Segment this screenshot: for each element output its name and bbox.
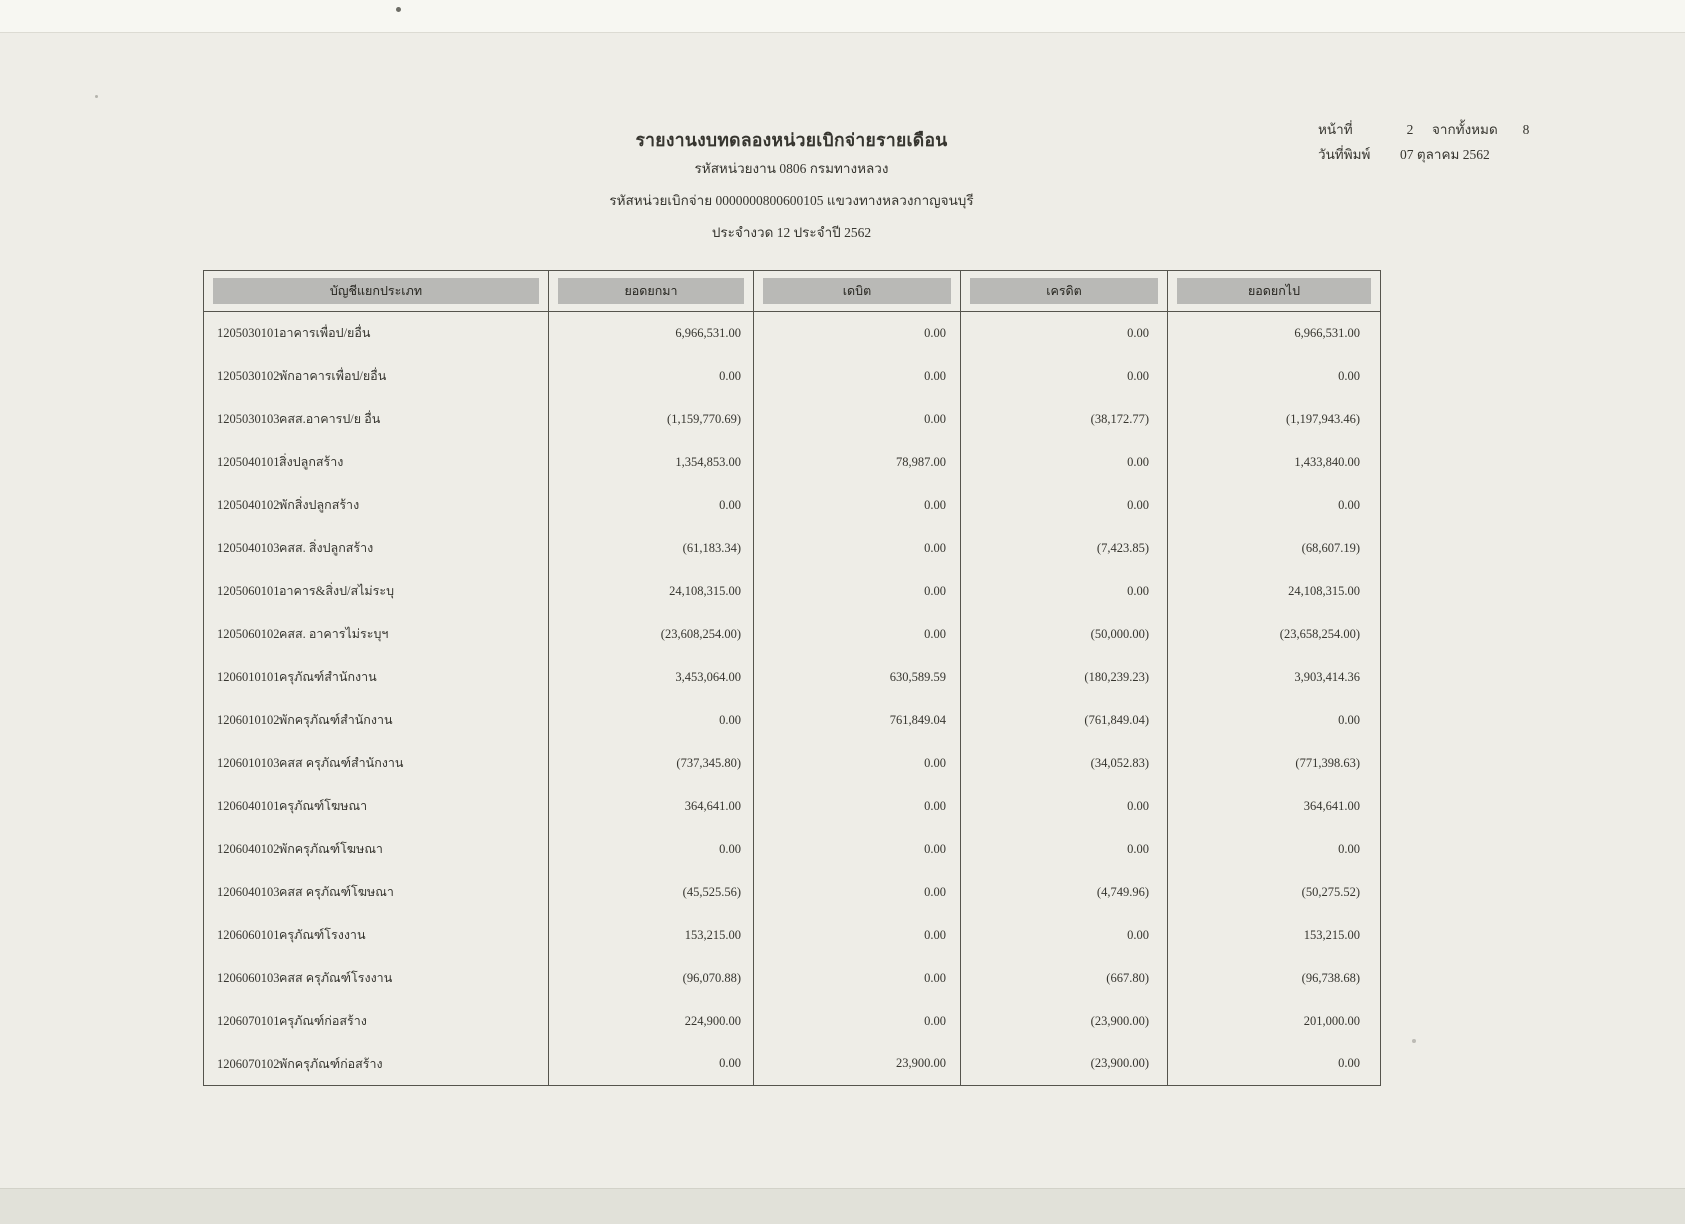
column-header-account-label: บัญชีแยกประเภท [213, 278, 539, 304]
account-cell [204, 398, 549, 441]
debit-cell: 0.00 [754, 312, 961, 355]
print-date-row [1318, 145, 1608, 165]
account-name: พักครุภัณฑ์โฆษณา [279, 842, 383, 856]
opening-balance-cell: 0.00 [549, 699, 754, 742]
closing-balance-cell: 0.00 [1168, 828, 1381, 871]
closing-balance-cell: (1,197,943.46) [1168, 398, 1381, 441]
account-name: ครุภัณฑ์ก่อสร้าง [279, 1014, 367, 1028]
account-cell [204, 1000, 549, 1043]
account-code: 1205040103 [217, 541, 280, 555]
opening-balance-cell: 153,215.00 [549, 914, 754, 957]
credit-cell: (50,000.00) [961, 613, 1168, 656]
account-name: ครุภัณฑ์โฆษณา [279, 799, 368, 813]
credit-cell: 0.00 [961, 355, 1168, 398]
table-header-row [204, 271, 1381, 312]
page-number: 2 [1406, 122, 1414, 137]
debit-cell: 0.00 [754, 828, 961, 871]
debit-cell: 0.00 [754, 613, 961, 656]
opening-balance-cell: (61,183.34) [549, 527, 754, 570]
debit-cell: 0.00 [754, 527, 961, 570]
account-name: พักสิ่งปลูกสร้าง [279, 498, 360, 512]
closing-balance-cell: (50,275.52) [1168, 871, 1381, 914]
credit-cell: (38,172.77) [961, 398, 1168, 441]
table-header [204, 271, 1381, 312]
table-row [204, 1000, 1381, 1043]
column-header-credit [961, 271, 1168, 312]
account-name: ครุภัณฑ์สำนักงาน [279, 670, 377, 684]
table-row [204, 570, 1381, 613]
closing-balance-cell: 153,215.00 [1168, 914, 1381, 957]
account-code: 1205060101 [217, 584, 280, 598]
scan-speck [1412, 1039, 1416, 1043]
credit-cell: 0.00 [961, 785, 1168, 828]
credit-cell: 0.00 [961, 441, 1168, 484]
account-name: คสส ครุภัณฑ์โฆษณา [279, 885, 394, 899]
account-name: อาคารเพื่อป/ยอื่น [279, 326, 371, 341]
account-cell [204, 527, 549, 570]
table-row [204, 957, 1381, 1000]
table-row [204, 312, 1381, 355]
column-header-credit-label: เครดิต [970, 278, 1158, 304]
account-cell [204, 613, 549, 656]
opening-balance-cell: 0.00 [549, 828, 754, 871]
account-code: 1206070101 [217, 1014, 280, 1028]
account-name: คสส.อาคารป/ย อื่น [279, 412, 381, 426]
opening-balance-cell: 6,966,531.00 [549, 312, 754, 355]
total-pages: 8 [1522, 122, 1530, 137]
table-row [204, 914, 1381, 957]
account-code: 1206010102 [217, 713, 280, 727]
table-row [204, 656, 1381, 699]
debit-cell: 630,589.59 [754, 656, 961, 699]
closing-balance-cell: (771,398.63) [1168, 742, 1381, 785]
table-row [204, 828, 1381, 871]
column-header-account [204, 271, 549, 312]
closing-balance-cell: 0.00 [1168, 484, 1381, 527]
table-row [204, 613, 1381, 656]
credit-cell: (180,239.23) [961, 656, 1168, 699]
account-code: 1206010103 [217, 756, 280, 770]
closing-balance-cell: 0.00 [1168, 355, 1381, 398]
account-cell [204, 699, 549, 742]
period-line: ประจำงวด 12 ประจำปี 2562 [711, 225, 872, 240]
account-name: ครุภัณฑ์โรงงาน [279, 928, 366, 942]
account-cell [204, 1043, 549, 1086]
closing-balance-cell: 201,000.00 [1168, 1000, 1381, 1043]
closing-balance-cell: 24,108,315.00 [1168, 570, 1381, 613]
credit-cell: (4,749.96) [961, 871, 1168, 914]
account-name: พักครุภัณฑ์ก่อสร้าง [279, 1056, 383, 1071]
opening-balance-cell: 0.00 [549, 484, 754, 527]
disbursement-unit-line: รหัสหน่วยเบิกจ่าย 0000000800600105 แขวงทางหลวงกาญจนบุรี [609, 193, 974, 208]
scan-bottom-margin [0, 1188, 1685, 1224]
account-name: พักครุภัณฑ์สำนักงาน [279, 713, 393, 727]
opening-balance-cell: (1,159,770.69) [549, 398, 754, 441]
total-pages-label: จากทั้งหมด [1432, 122, 1498, 137]
credit-cell: 0.00 [961, 828, 1168, 871]
scan-speck [396, 7, 401, 12]
account-code: 1206040102 [217, 842, 280, 856]
debit-cell: 0.00 [754, 957, 961, 1000]
account-code: 1206040103 [217, 885, 280, 899]
debit-cell: 0.00 [754, 484, 961, 527]
credit-cell: (34,052.83) [961, 742, 1168, 785]
debit-cell: 0.00 [754, 355, 961, 398]
page-label: หน้าที่ [1318, 122, 1353, 137]
account-code: 1205040102 [217, 498, 280, 512]
print-date-label: วันที่พิมพ์ [1318, 147, 1371, 162]
account-name: คสส ครุภัณฑ์สำนักงาน [279, 756, 404, 770]
closing-balance-cell: 364,641.00 [1168, 785, 1381, 828]
closing-balance-cell: 6,966,531.00 [1168, 312, 1381, 355]
account-name: คสส ครุภัณฑ์โรงงาน [279, 971, 393, 985]
credit-cell: (23,900.00) [961, 1000, 1168, 1043]
account-cell [204, 914, 549, 957]
account-code: 1206060103 [217, 971, 280, 985]
debit-cell: 0.00 [754, 742, 961, 785]
page-meta [1318, 120, 1608, 170]
account-code: 1205030101 [217, 326, 280, 341]
column-header-debit [754, 271, 961, 312]
column-header-debit-label: เดบิต [763, 278, 951, 304]
account-code: 1205030103 [217, 412, 280, 426]
opening-balance-cell: 3,453,064.00 [549, 656, 754, 699]
account-cell [204, 441, 549, 484]
opening-balance-cell: 364,641.00 [549, 785, 754, 828]
column-header-opening-balance-label: ยอดยกมา [558, 278, 744, 304]
table-row [204, 742, 1381, 785]
account-code: 1206010101 [217, 670, 280, 684]
account-name: คสส. สิ่งปลูกสร้าง [279, 541, 374, 555]
account-code: 1205030102 [217, 369, 280, 383]
debit-cell: 761,849.04 [754, 699, 961, 742]
closing-balance-cell: 0.00 [1168, 699, 1381, 742]
opening-balance-cell: 0.00 [549, 355, 754, 398]
debit-cell: 0.00 [754, 1000, 961, 1043]
trial-balance-table [203, 270, 1381, 1086]
account-cell [204, 828, 549, 871]
report-header [203, 128, 1380, 244]
debit-cell: 0.00 [754, 398, 961, 441]
opening-balance-cell: (96,070.88) [549, 957, 754, 1000]
report-title: รายงานงบทดลองหน่วยเบิกจ่ายรายเดือน [635, 130, 948, 150]
account-cell [204, 570, 549, 613]
opening-balance-cell: 24,108,315.00 [549, 570, 754, 613]
account-name: พักอาคารเพื่อป/ยอื่น [279, 369, 387, 383]
account-cell [204, 355, 549, 398]
credit-cell: (23,900.00) [961, 1043, 1168, 1086]
column-header-opening-balance [549, 271, 754, 312]
column-header-closing-balance [1168, 271, 1381, 312]
opening-balance-cell: 1,354,853.00 [549, 441, 754, 484]
table-row [204, 527, 1381, 570]
table-row [204, 785, 1381, 828]
opening-balance-cell: 0.00 [549, 1043, 754, 1086]
credit-cell: (667.80) [961, 957, 1168, 1000]
account-name: อาคาร&สิ่งป/สไม่ระบุ [279, 584, 395, 598]
table-row [204, 355, 1381, 398]
scan-speck [95, 95, 98, 98]
opening-balance-cell: (737,345.80) [549, 742, 754, 785]
account-cell [204, 742, 549, 785]
opening-balance-cell: (45,525.56) [549, 871, 754, 914]
debit-cell: 0.00 [754, 570, 961, 613]
table-row [204, 1043, 1381, 1086]
debit-cell: 0.00 [754, 871, 961, 914]
closing-balance-cell: (23,658,254.00) [1168, 613, 1381, 656]
account-cell [204, 656, 549, 699]
credit-cell: 0.00 [961, 570, 1168, 613]
credit-cell: 0.00 [961, 484, 1168, 527]
debit-cell: 23,900.00 [754, 1043, 961, 1086]
table-row [204, 484, 1381, 527]
account-code: 1205040101 [217, 455, 280, 469]
print-date: 07 ตุลาคม 2562 [1400, 147, 1490, 162]
closing-balance-cell: 0.00 [1168, 1043, 1381, 1086]
table-row [204, 871, 1381, 914]
closing-balance-cell: 3,903,414.36 [1168, 656, 1381, 699]
closing-balance-cell: (96,738.68) [1168, 957, 1381, 1000]
table-body [204, 312, 1381, 1086]
credit-cell: 0.00 [961, 312, 1168, 355]
table-row [204, 699, 1381, 742]
account-code: 1206060101 [217, 928, 280, 942]
table-row [204, 441, 1381, 484]
debit-cell: 78,987.00 [754, 441, 961, 484]
account-cell [204, 312, 549, 355]
credit-cell: (7,423.85) [961, 527, 1168, 570]
opening-balance-cell: 224,900.00 [549, 1000, 754, 1043]
account-code: 1206070102 [217, 1056, 280, 1071]
page-number-row [1318, 120, 1608, 140]
account-code: 1206040101 [217, 799, 280, 813]
account-cell [204, 871, 549, 914]
debit-cell: 0.00 [754, 785, 961, 828]
account-cell [204, 484, 549, 527]
account-cell [204, 785, 549, 828]
account-code: 1205060102 [217, 627, 280, 641]
credit-cell: (761,849.04) [961, 699, 1168, 742]
agency-code-line: รหัสหน่วยงาน 0806 กรมทางหลวง [694, 161, 889, 176]
scan-top-margin [0, 0, 1685, 33]
account-name: คสส. อาคารไม่ระบุฯ [279, 627, 389, 641]
closing-balance-cell: 1,433,840.00 [1168, 441, 1381, 484]
closing-balance-cell: (68,607.19) [1168, 527, 1381, 570]
debit-cell: 0.00 [754, 914, 961, 957]
opening-balance-cell: (23,608,254.00) [549, 613, 754, 656]
account-name: สิ่งปลูกสร้าง [279, 455, 344, 469]
table-row [204, 398, 1381, 441]
credit-cell: 0.00 [961, 914, 1168, 957]
column-header-closing-balance-label: ยอดยกไป [1177, 278, 1371, 304]
account-cell [204, 957, 549, 1000]
